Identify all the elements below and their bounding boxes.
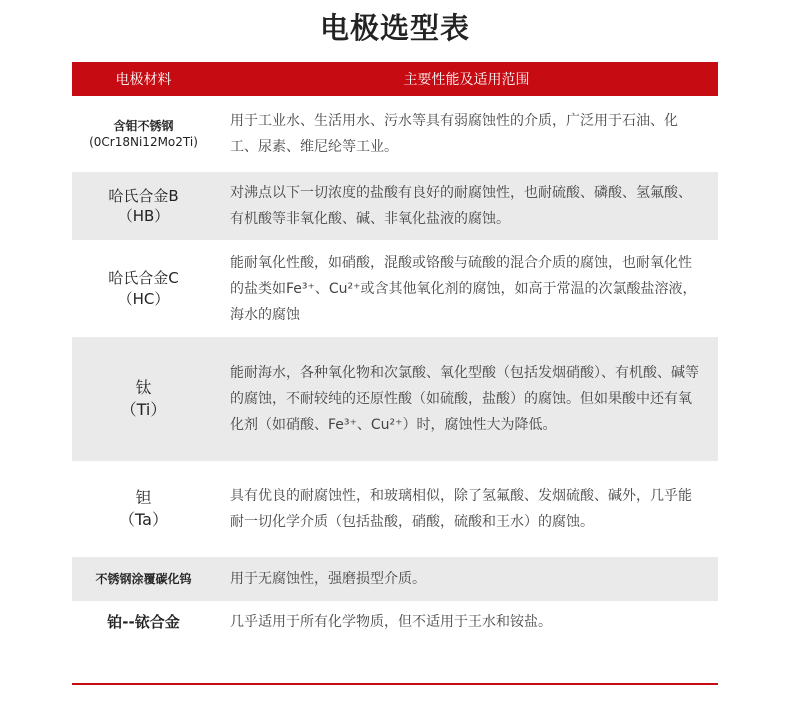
material-code: (0Cr18Ni12Mo2Ti) — [89, 135, 198, 149]
performance-text: 用于工业水、生活用水、污水等具有弱腐蚀性的介质，广泛用于石油、化工、尿素、维尼纶等工业。 — [230, 113, 678, 155]
material-name: 哈氏合金B — [108, 186, 179, 205]
performance-text: 能耐海水，各种氧化物和次氯酸、氧化型酸（包括发烟硝酸）、有机酸、碱等的腐蚀，不耐较纯的还原性酸（如硫酸，盐酸）的腐蚀。但如果酸中还有氧化剂（如硝酸、Fe³⁺、Cu²⁺）时，腐蚀性大为降低。 — [230, 365, 699, 433]
material-cell — [72, 487, 215, 530]
table-row — [72, 337, 718, 461]
header-performance: 主要性能及适用范围 — [403, 72, 530, 88]
table-row — [72, 96, 718, 172]
bottom-divider — [72, 683, 718, 685]
performance-text: 几乎适用于所有化学物质，但不适用于王水和铵盐。 — [230, 614, 552, 630]
material-name: 含钼不锈钢 — [113, 118, 174, 133]
table-row — [72, 557, 718, 601]
table-header — [72, 62, 718, 96]
table-row — [72, 601, 718, 643]
material-cell — [72, 268, 215, 309]
electrode-table — [72, 62, 718, 643]
material-code: （Ta） — [119, 510, 168, 529]
material-cell — [72, 612, 215, 632]
performance-text: 对沸点以下一切浓度的盐酸有良好的耐腐蚀性，也耐硫酸、磷酸、氢氟酸、有机酸等非氧化酸、碱、非氧化盐液的腐蚀。 — [230, 185, 692, 227]
material-code: （Ti） — [120, 400, 167, 419]
table-row — [72, 461, 718, 557]
performance-text: 具有优良的耐腐蚀性，和玻璃相似，除了氢氟酸、发烟硫酸、碱外，几乎能耐一切化学介质（包括盐酸，硝酸，硫酸和王水）的腐蚀。 — [230, 488, 692, 530]
performance-text: 能耐氧化性酸，如硝酸，混酸或铬酸与硫酸的混合介质的腐蚀，也耐氧化性的盐类如Fe³⁺、Cu²⁺或含其他氧化剂的腐蚀，如高于常温的次氯酸盐溶液，海水的腐蚀 — [230, 254, 697, 323]
performance-text: 用于无腐蚀性，强磨损型介质。 — [230, 571, 426, 587]
material-cell — [72, 571, 215, 587]
material-name: 铂--铱合金 — [107, 612, 180, 631]
material-code: （HC） — [117, 289, 170, 308]
page-title: 电极选型表 — [319, 11, 470, 45]
material-code: （HB） — [117, 207, 170, 225]
material-cell — [72, 118, 215, 150]
material-name: 哈氏合金C — [108, 269, 179, 288]
table-row — [72, 240, 718, 337]
material-name: 钛 — [135, 378, 152, 398]
material-cell — [72, 377, 215, 420]
material-cell — [72, 186, 215, 227]
header-material: 电极材料 — [115, 72, 172, 88]
material-name: 钽 — [135, 488, 152, 508]
material-name: 不锈钢涂覆碳化钨 — [95, 571, 192, 586]
table-row — [72, 172, 718, 240]
